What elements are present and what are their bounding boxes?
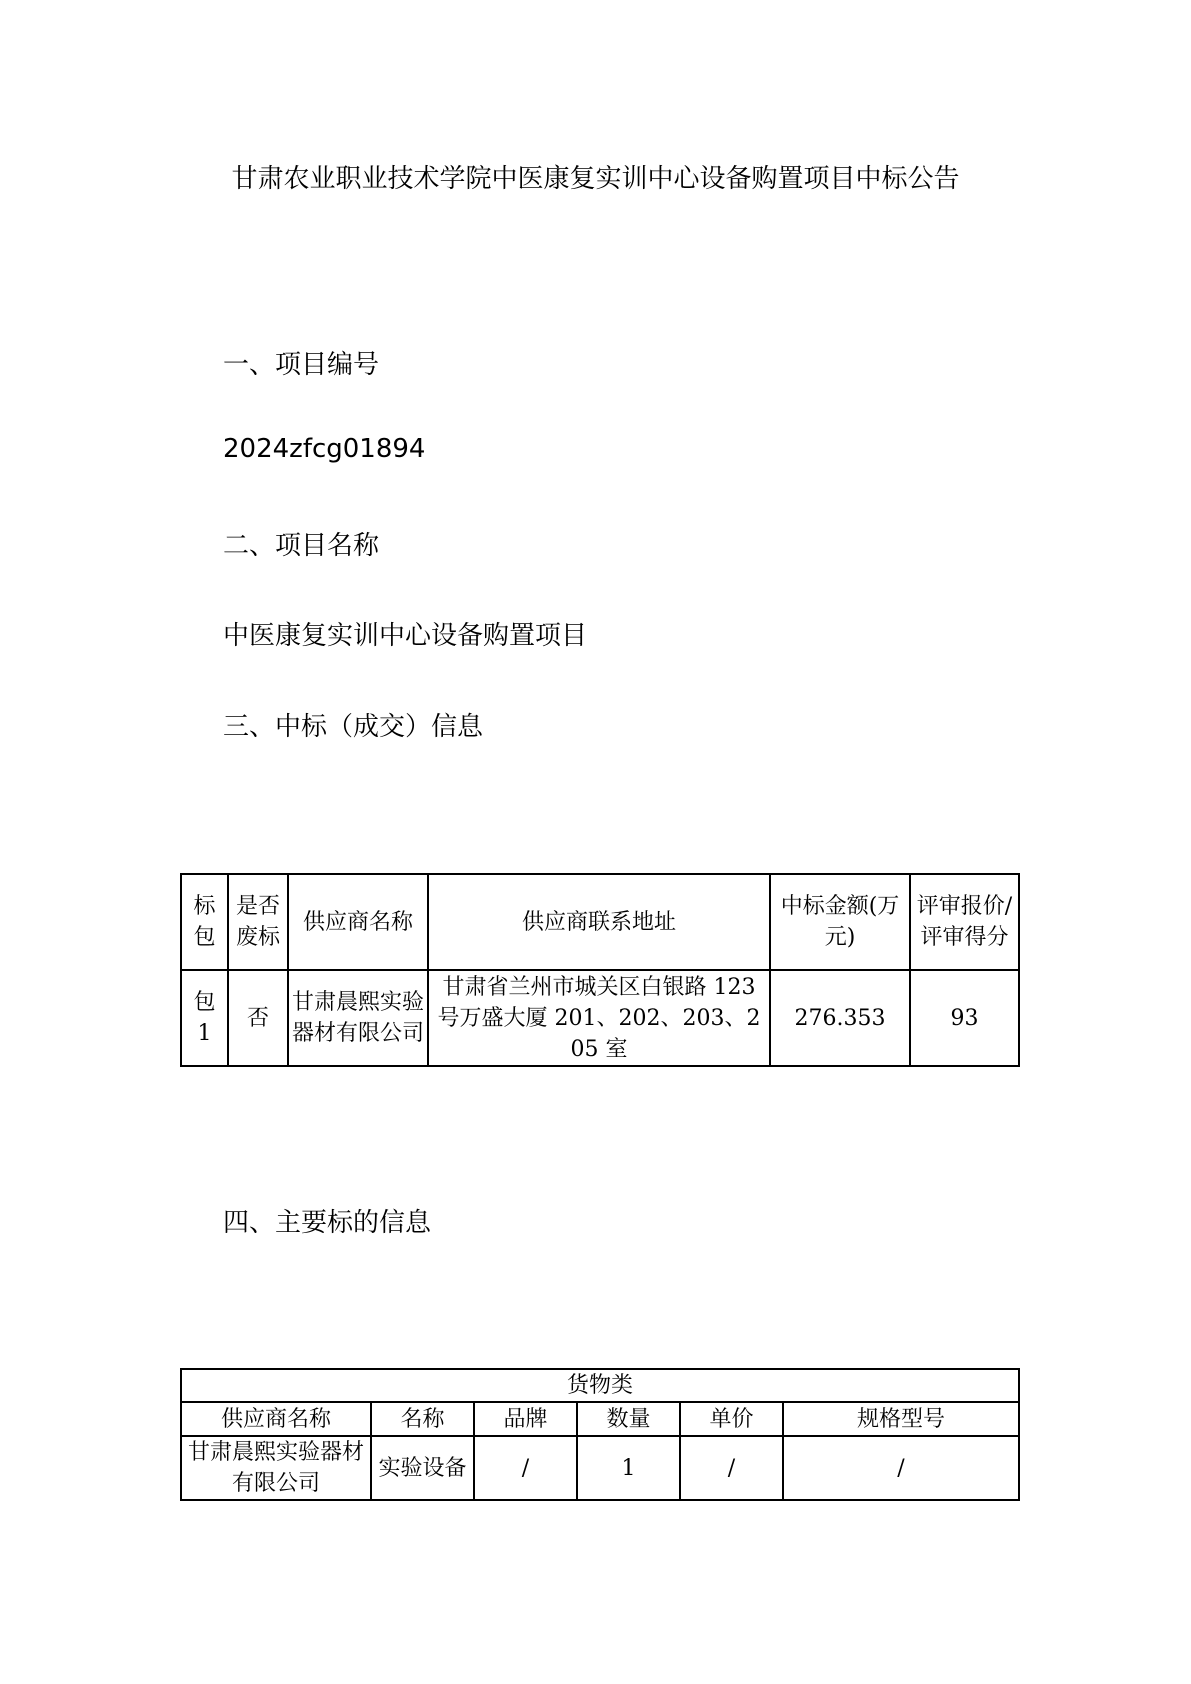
table-row: [181, 970, 1019, 1066]
column-header-item-name: 名称: [371, 1402, 474, 1436]
goods-table-caption-row: [181, 1369, 1019, 1402]
column-header-quantity: 数量: [577, 1402, 680, 1436]
review-score-cell: 93: [910, 970, 1019, 1066]
column-header-supplier-address: 供应商联系地址: [428, 874, 770, 970]
brand-cell: /: [474, 1436, 577, 1500]
project-number: 2024zfcg01894: [223, 434, 426, 464]
goods-category-caption: 货物类: [181, 1369, 1019, 1402]
spec-model-cell: /: [783, 1436, 1019, 1500]
award-amount-cell: 276.353: [770, 970, 910, 1066]
supplier-name-cell: 甘肃晨熙实验器材有限公司: [288, 970, 428, 1066]
supplier-address-cell: 甘肃省兰州市城关区白银路 123 号万盛大厦 201、202、203、205 室: [428, 970, 770, 1066]
column-header-lot: 标包: [181, 874, 228, 970]
page-title: 甘肃农业职业技术学院中医康复实训中心设备购置项目中标公告: [231, 164, 960, 194]
section-heading-award-info: 三、中标（成交）信息: [223, 712, 484, 742]
column-header-unit-price: 单价: [680, 1402, 783, 1436]
column-header-abandoned: 是否废标: [228, 874, 288, 970]
item-name-cell: 实验设备: [371, 1436, 474, 1500]
column-header-brand: 品牌: [474, 1402, 577, 1436]
column-header-spec-model: 规格型号: [783, 1402, 1019, 1436]
unit-price-cell: /: [680, 1436, 783, 1500]
section-heading-project-name: 二、项目名称: [223, 531, 380, 561]
column-header-supplier-name: 供应商名称: [288, 874, 428, 970]
column-header-award-amount: 中标金额(万元): [770, 874, 910, 970]
column-header-supplier-name: 供应商名称: [181, 1402, 371, 1436]
section-heading-project-no: 一、项目编号: [223, 350, 380, 380]
quantity-cell: 1: [577, 1436, 680, 1500]
goods-info-table: [180, 1368, 1020, 1501]
section-heading-subject-info: 四、主要标的信息: [223, 1208, 432, 1238]
award-table-header-row: [181, 874, 1019, 970]
goods-table-header-row: [181, 1402, 1019, 1436]
table-row: [181, 1436, 1019, 1500]
supplier-name-cell: 甘肃晨熙实验器材有限公司: [181, 1436, 371, 1500]
column-header-review-score: 评审报价/评审得分: [910, 874, 1019, 970]
award-info-table: [180, 873, 1020, 1067]
abandoned-cell: 否: [228, 970, 288, 1066]
project-name: 中医康复实训中心设备购置项目: [223, 621, 588, 651]
lot-cell: 包 1: [181, 970, 228, 1066]
